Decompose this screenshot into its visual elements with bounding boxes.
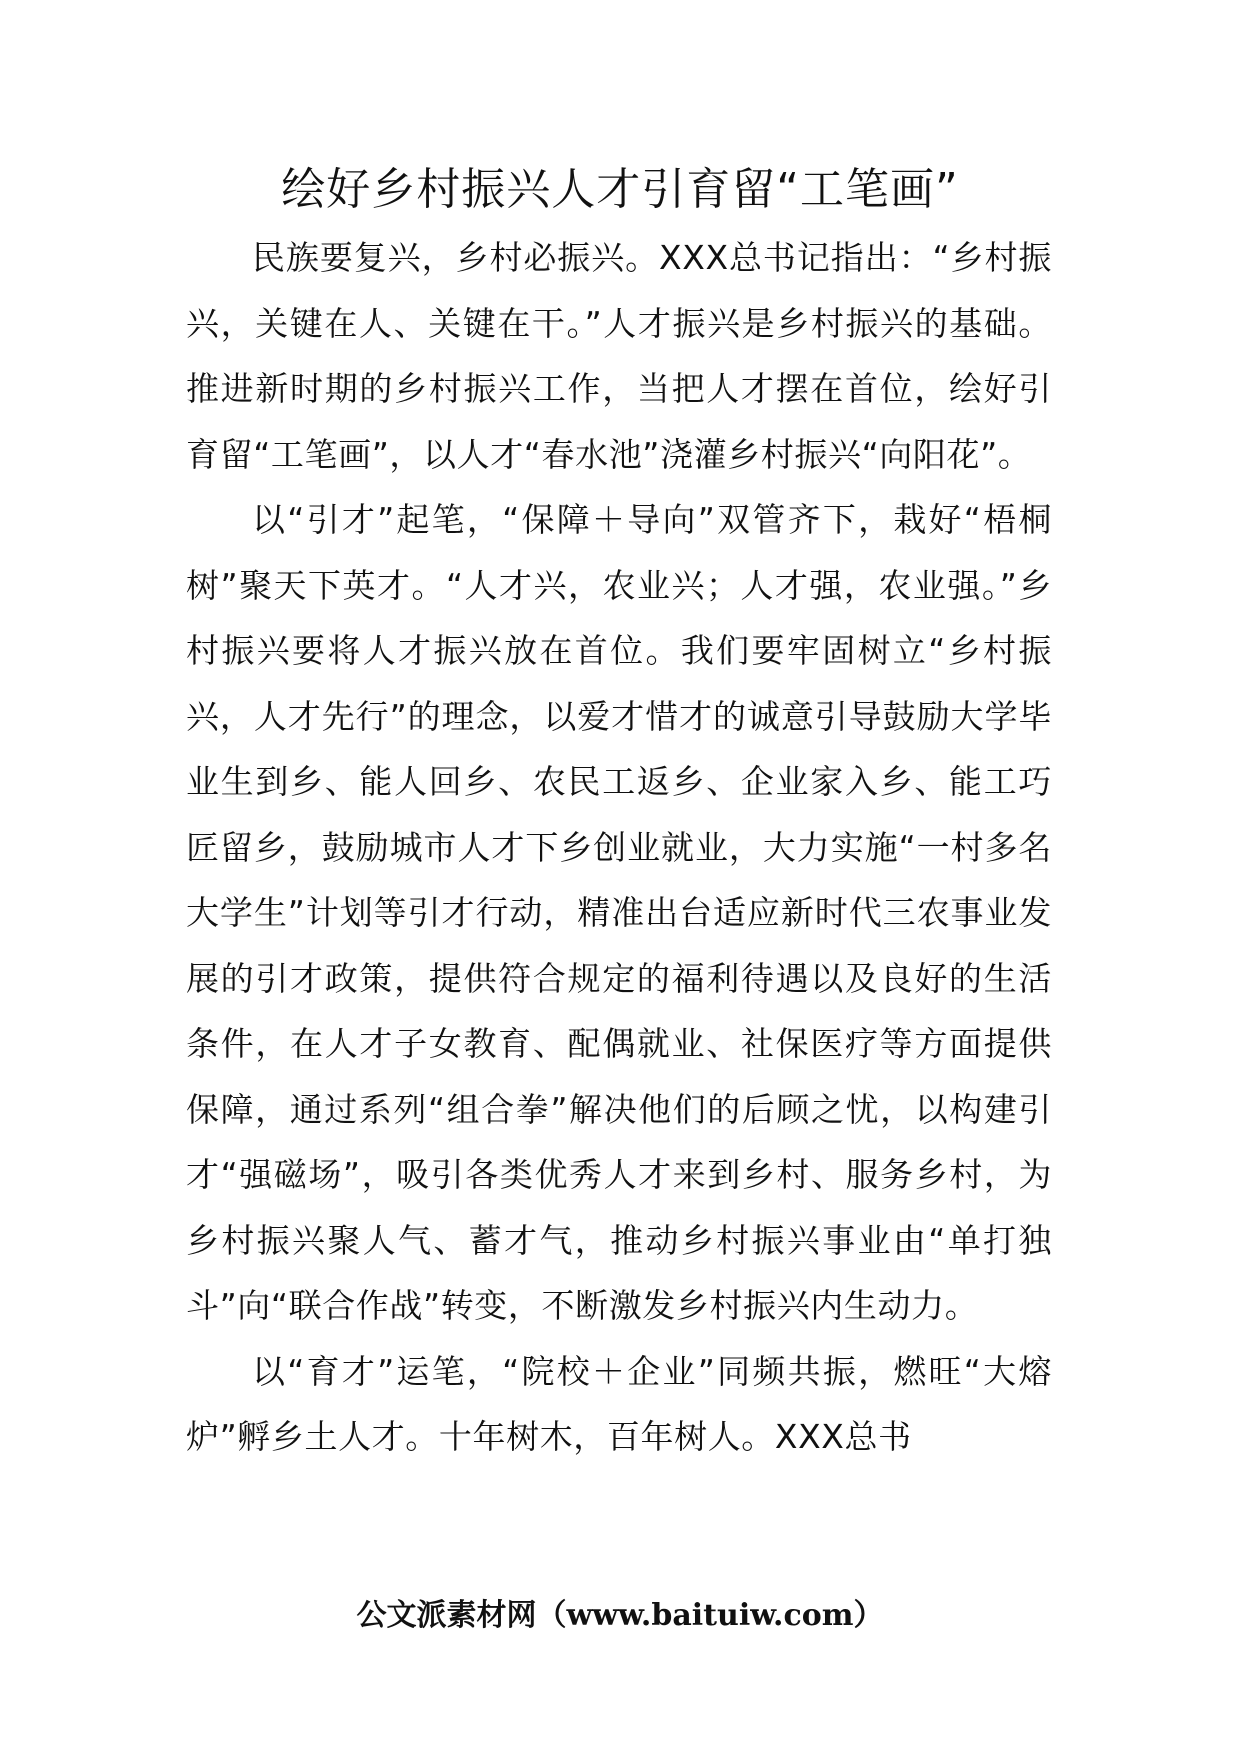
document-title: 绘好乡村振兴人才引育留“工笔画”: [281, 164, 959, 215]
paragraph-attract-talent: 以“引才”起笔，“保障＋导向”双管齐下，栽好“梧桐树”聚天下英才。“人才兴，农业兴；人才强，农业强。”乡村振兴要将人才振兴放在首位。我们要牢固树立“乡村振兴，人才先行”的理念，以爱才惜才的诚意引导鼓励大学毕业生到乡、能人回乡、农民工返乡、企业家入乡、能工巧匠留乡，鼓励城市人才下乡创业就业，大力实施“一村多名大学生”计划等引才行动，精准出台适应新时代三农事业发展的引才政策，提供符合规定的福利待遇以及良好的生活条件，在人才子女教育、配偶就业、社保医疗等方面提供保障，通过系列“组合拳”解决他们的后顾之忧，以构建引才“强磁场”，吸引各类优秀人才来到乡村、服务乡村，为乡村振兴聚人气、蓄才气，推动乡村振兴事业由“单打独斗”向“联合作战”转变，不断激发乡村振兴内生动力。: [186, 500, 1052, 1325]
site-footer: 公文派素材网（www.baituiw.com）: [356, 1598, 884, 1633]
document-body: [186, 225, 1052, 1470]
paragraph-intro: 民族要复兴，乡村必振兴。XXX总书记指出：“乡村振兴，关键在人、关键在干。”人才振兴是乡村振兴的基础。推进新时期的乡村振兴工作，当把人才摆在首位，绘好引育留“工笔画”，以人才“春水池”浇灌乡村振兴“向阳花”。: [186, 238, 1052, 474]
paragraph-cultivate-talent: 以“育才”运笔，“院校＋企业”同频共振，燃旺“大熔炉”孵乡土人才。十年树木，百年树人。XXX总书: [186, 1351, 1052, 1456]
